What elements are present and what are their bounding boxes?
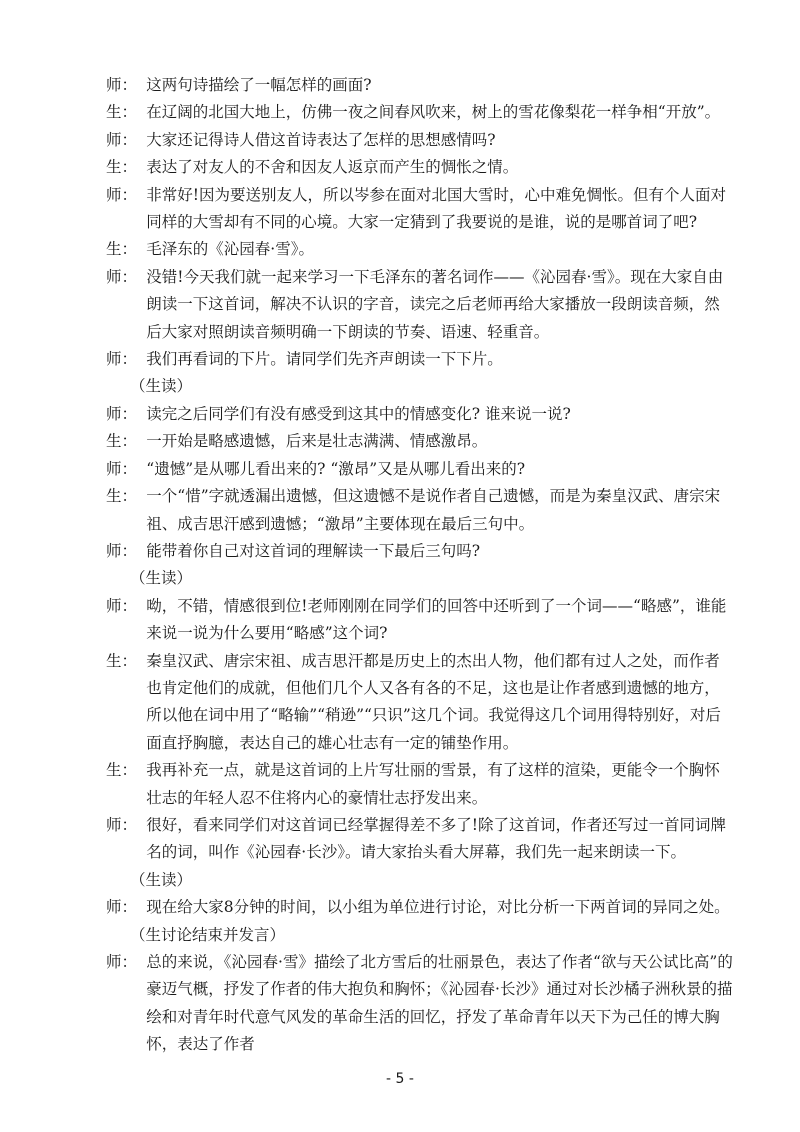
speaker-label: 师： [106,459,138,478]
dialogue-line [106,757,734,812]
dialogue-line [106,99,734,126]
utterance-text: 没错!今天我们就一起来学习一下毛泽东的著名词作——《沁园春·雪》。现在大家自由朗读一下这首词，解决不认识的字音，读完之后老师再给大家播放一段朗读音频，然后大家对照朗读音频明确一下朗读的节奏、语速、轻重音。 [146,267,724,341]
speaker-label: 师： [106,404,138,423]
speaker-label: 师： [106,898,138,917]
speaker-label: 生： [106,432,138,451]
utterance-text: 我们再看词的下片。请同学们先齐声朗读一下下片。 [146,350,503,369]
speaker-label: 师： [106,350,138,369]
stage-direction: （生读） [130,377,193,396]
dialogue-transcript [106,72,734,1059]
dialogue-line [106,264,734,346]
utterance-text: 一个“惜”字就透漏出遗憾，但这遗憾不是说作者自己遗憾，而是为秦皇汉武、唐宗宋祖、成吉思汗感到遗憾；“激昂”主要体现在最后三句中。 [146,487,721,533]
utterance-text: 一开始是略感遗憾，后来是壮志满满、情感激昂。 [146,432,488,451]
speaker-label: 师： [106,76,138,94]
speaker-label: 生： [106,761,138,780]
utterance-text: 在辽阔的北国大地上，仿佛一夜之间春风吹来，树上的雪花像梨花一样争相“开放”。 [146,103,721,122]
stage-direction: （生读） [130,870,193,889]
page-number: - 5 - [386,1071,414,1087]
utterance-text: 非常好!因为要送别友人，所以岑参在面对北国大雪时，心中难免惆怅。但有个人面对同样的大雪却有不同的心境。大家一定猜到了我要说的是谁，说的是哪首词了吧? [146,185,727,232]
dialogue-line [106,894,734,921]
dialogue-line [106,456,734,483]
dialogue-line [106,401,734,428]
dialogue-line [106,428,734,455]
speaker-label: 师： [106,953,138,971]
stage-direction: （生读） [130,569,193,588]
utterance-text: 我再补充一点，就是这首词的上片写壮丽的雪景，有了这样的渲染，更能令一个胸怀壮志的年轻人忍不住将内心的豪情壮志抒发出来。 [146,761,720,807]
speaker-label: 生： [106,651,138,670]
dialogue-line [106,483,734,538]
stage-direction: （生讨论结束并发言） [130,925,286,944]
utterance-text: 毛泽东的《沁园春·雪》。 [146,240,314,259]
utterance-text: 读完之后同学们有没有感受到这其中的情感变化? 谁来说一说? [146,404,571,423]
dialogue-line [106,593,734,648]
dialogue-line [106,72,734,99]
dialogue-line [106,346,734,373]
speaker-label: 生： [106,240,138,259]
speaker-label: 师： [106,130,138,149]
speaker-label: 生： [106,487,138,506]
dialogue-line [106,812,734,867]
dialogue-line [106,648,734,758]
utterance-text: 现在给大家8分钟的时间，以小组为单位进行讨论，对比分析一下两首词的异同之处。 [146,898,730,917]
utterance-text: 秦皇汉武、唐宗宋祖、成吉思汗都是历史上的杰出人物，他们都有过人之处，而作者也肯定他们的成就，但他们几个人又各有各的不足，这也是让作者感到遗憾的地方，所以他在词中用了“略输”“稍逊”“只识”这几个词。我觉得这几个词用得特别好，对后面直抒胸臆，表达自己的雄心壮志有一定的铺垫作用。 [146,651,721,752]
utterance-text: 这两句诗描绘了一幅怎样的画面? [146,76,372,94]
speaker-label: 生： [106,158,138,177]
utterance-text: “遗憾”是从哪儿看出来的? “激昂”又是从哪儿看出来的? [146,459,526,478]
dialogue-line [106,182,734,237]
utterance-text: 呦，不错，情感很到位!老师刚刚在同学们的回答中还听到了一个词——“略感”，谁能来说一说为什么要用“略感”这个词? [146,596,727,643]
dialogue-line [106,154,734,181]
utterance-text: 总的来说，《沁园春·雪》描绘了北方雪后的壮丽景色，表达了作者“欲与天公试比高”的豪迈气概，抒发了作者的伟大抱负和胸怀；《沁园春·长沙》通过对长沙橘子洲秋景的描绘和对青年时代意气风发的革命生活的回忆，抒发了革命青年以天下为己任的博大胸怀，表达了作者 [146,953,733,1054]
dialogue-line [106,236,734,263]
speaker-label: 生： [106,103,138,122]
speaker-label: 师： [106,815,138,834]
speaker-label: 师： [106,541,138,560]
dialogue-line [106,538,734,565]
utterance-text: 表达了对友人的不舍和因友人返京而产生的惆怅之情。 [146,158,519,177]
utterance-text: 大家还记得诗人借这首诗表达了怎样的思想感情吗? [146,130,496,149]
speaker-label: 师： [106,185,138,204]
utterance-text: 很好，看来同学们对这首词已经掌握得差不多了!除了这首词，作者还写过一首同词牌名的词，叫作《沁园春·长沙》。请大家抬头看大屏幕，我们先一起来朗读一下。 [146,815,727,862]
speaker-label: 师： [106,267,138,286]
dialogue-line [106,127,734,154]
utterance-text: 能带着你自己对这首词的理解读一下最后三句吗? [146,541,481,560]
speaker-label: 师： [106,596,138,615]
dialogue-line [106,949,734,1059]
